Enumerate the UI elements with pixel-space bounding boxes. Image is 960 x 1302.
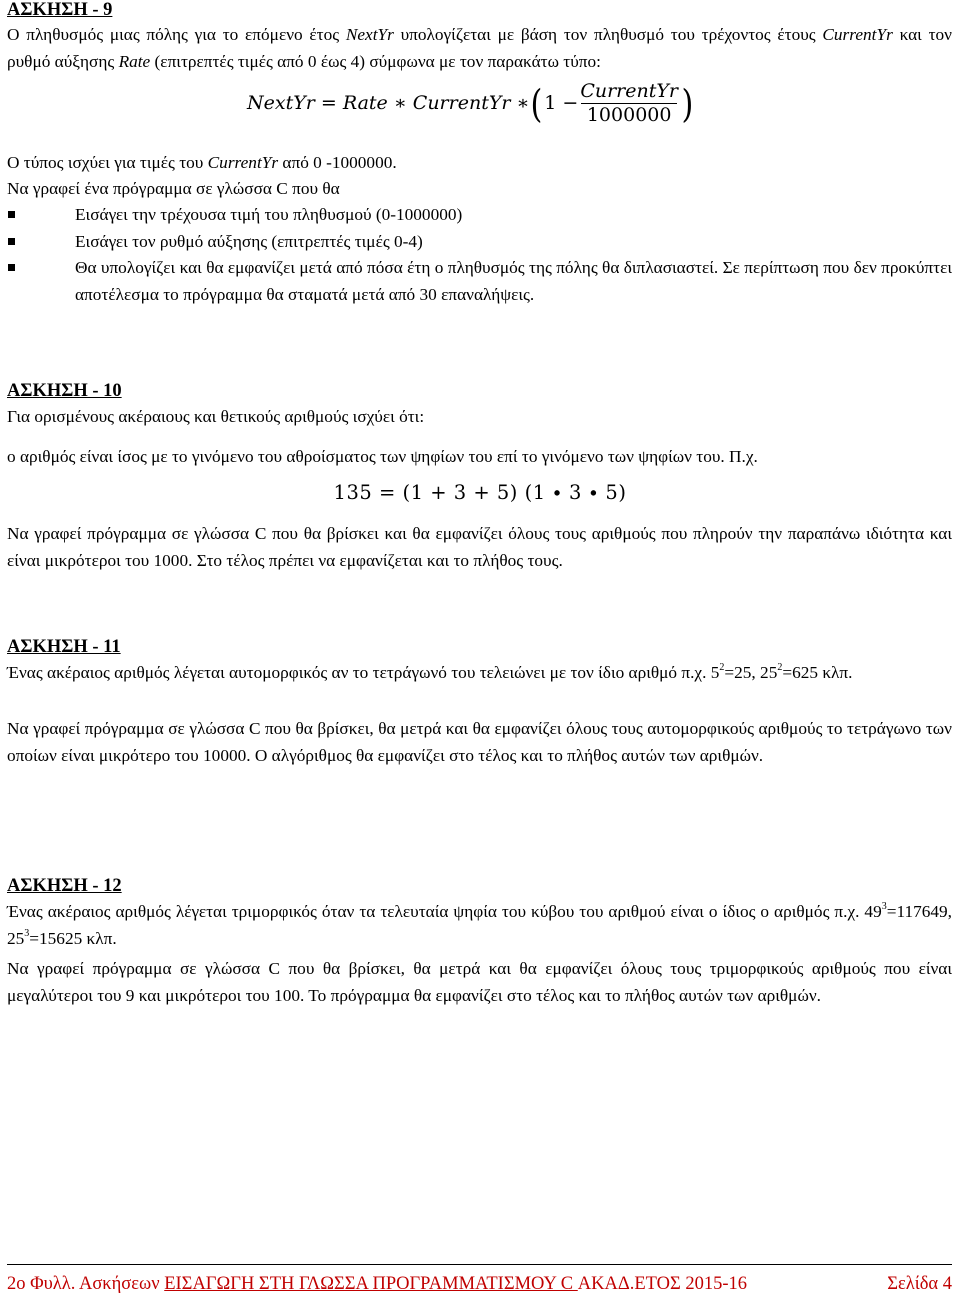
list-item: Εισάγει τον ρυθμό αύξησης (επιτρεπτές τιμές 0-4) (7, 229, 952, 256)
exercise-9-requirements (7, 202, 952, 308)
exercise-9-intro: Ο πληθυσμός μιας πόλης για το επόμενο έτος NextYr υπολογίζεται με βάση τον πληθυσμό του τρέχοντος έτους CurrentYr και τον ρυθμό αύξησης Rate (επιτρεπτές τιμές από 0 έως 4) σύμφωνα με τον παρακάτω τύπο: (7, 25, 952, 71)
footer-divider (7, 1264, 952, 1265)
exercise-10-intro: Για ορισμένους ακέραιους και θετικούς αριθμούς ισχύει ότι: (7, 407, 425, 426)
population-formula: NextYr = Rate ∗ CurrentYr ∗ ( 1 − $\frac{\text{CurrentYr}}{1000000}$ ) (247, 80, 694, 126)
var-currentyr: CurrentYr (822, 25, 893, 44)
exercise-12-title: ΑΣΚΗΣΗ - 12 (7, 876, 122, 896)
exercise-10-property: ο αριθμός είναι ίσος με το γινόμενο του αθροίσματος των ψηφίων του επί το γινόμενο των ψηφίων του. Π.χ. (7, 447, 758, 466)
exercise-12-definition: Ένας ακέραιος αριθμός λέγεται τριμορφικός όταν τα τελευταία ψηφία του κύβου του αριθμού είναι ο ίδιος ο αριθμός π.χ. $49^3=117649$, $25^3=15625$ κλπ. (7, 901, 952, 948)
var-rate: Rate (118, 51, 151, 71)
exercise-11-task: Να γραφεί πρόγραμμα σε γλώσσα C που θα βρίσκει, θα μετρά και θα εμφανίζει όλους τους αυτομορφικούς αριθμούς το τετράγωνο των οποίων είναι μικρότερο του 10000. Ο αλγόριθμος θα εμφανίζει στο τέλος και το πλήθος αυτών των αριθμών. (7, 719, 952, 765)
exercise-12-task: Να γραφεί πρόγραμμα σε γλώσσα C που θα βρίσκει, θα μετρά και θα εμφανίζει όλους τους τριμορφικούς αριθμούς που είναι μεγαλύτεροι του 9 και μικρότεροι του 100. Το πρόγραμμα θα εμφανίζει στο τέλος και το πλήθος αυτών των αριθμών. (7, 959, 952, 1005)
list-item: Εισάγει την τρέχουσα τιμή του πληθυσμού (0-1000000) (7, 202, 952, 229)
page-footer: 2ο Φυλλ. Ασκήσεων ΕΙΣΑΓΩΓΗ ΣΤΗ ΓΛΩΣΣΑ ΠΡΟΓΡΑΜΜΑΤΙΣΜΟΥ C ΑΚΑΔ.ΕΤΟΣ 2015-16 Σελίδα 4 (7, 1271, 952, 1298)
course-title: ΕΙΣΑΓΩΓΗ ΣΤΗ ΓΛΩΣΣΑ ΠΡΟΓΡΑΜΜΑΤΙΣΜΟΥ C (164, 1274, 578, 1294)
exercise-11-title: ΑΣΚΗΣΗ - 11 (7, 637, 121, 657)
page-number: Σελίδα 4 (887, 1274, 952, 1294)
exercise-11-definition: Ένας ακέραιος αριθμός λέγεται αυτομορφικός αν το τετράγωνό του τελειώνει με τον ίδιο αριθμό π.χ. $5^2=25$, $25^2=625$ κλπ. (7, 662, 853, 682)
exercise-10-task: Να γραφεί πρόγραμμα σε γλώσσα C που θα βρίσκει και θα εμφανίζει όλους τους αριθμούς που πληρούν την παραπάνω ιδιότητα και είναι μικρότεροι του 1000. Στο τέλος πρέπει να εμφανίζεται και το πλήθος τους. (7, 524, 952, 570)
exercise-9-task: Να γραφεί ένα πρόγραμμα σε γλώσσα C που θα (7, 179, 340, 198)
var-nextyr: NextYr (345, 25, 394, 44)
exercise-10-title: ΑΣΚΗΣΗ - 10 (7, 381, 122, 401)
exercise-9-title: ΑΣΚΗΣΗ - 9 (7, 0, 113, 20)
formula-validity-note: Ο τύπος ισχύει για τιμές του CurrentYr από 0 -1000000. (7, 153, 397, 172)
example-equation: 135 = (1 + 3 + 5) (1 ∙ 3 ∙ 5) (333, 481, 627, 504)
list-item: Θα υπολογίζει και θα εμφανίζει μετά από πόσα έτη ο πληθυσμός της πόλης θα διπλασιαστεί. Σε περίπτωση που δεν προκύπτει αποτέλεσμα το πρόγραμμα θα σταματά μετά από 30 επαναλήψεις. (7, 255, 952, 308)
formula-fraction: $\frac{\text{CurrentYr}}{1000000}$ (580, 80, 678, 126)
